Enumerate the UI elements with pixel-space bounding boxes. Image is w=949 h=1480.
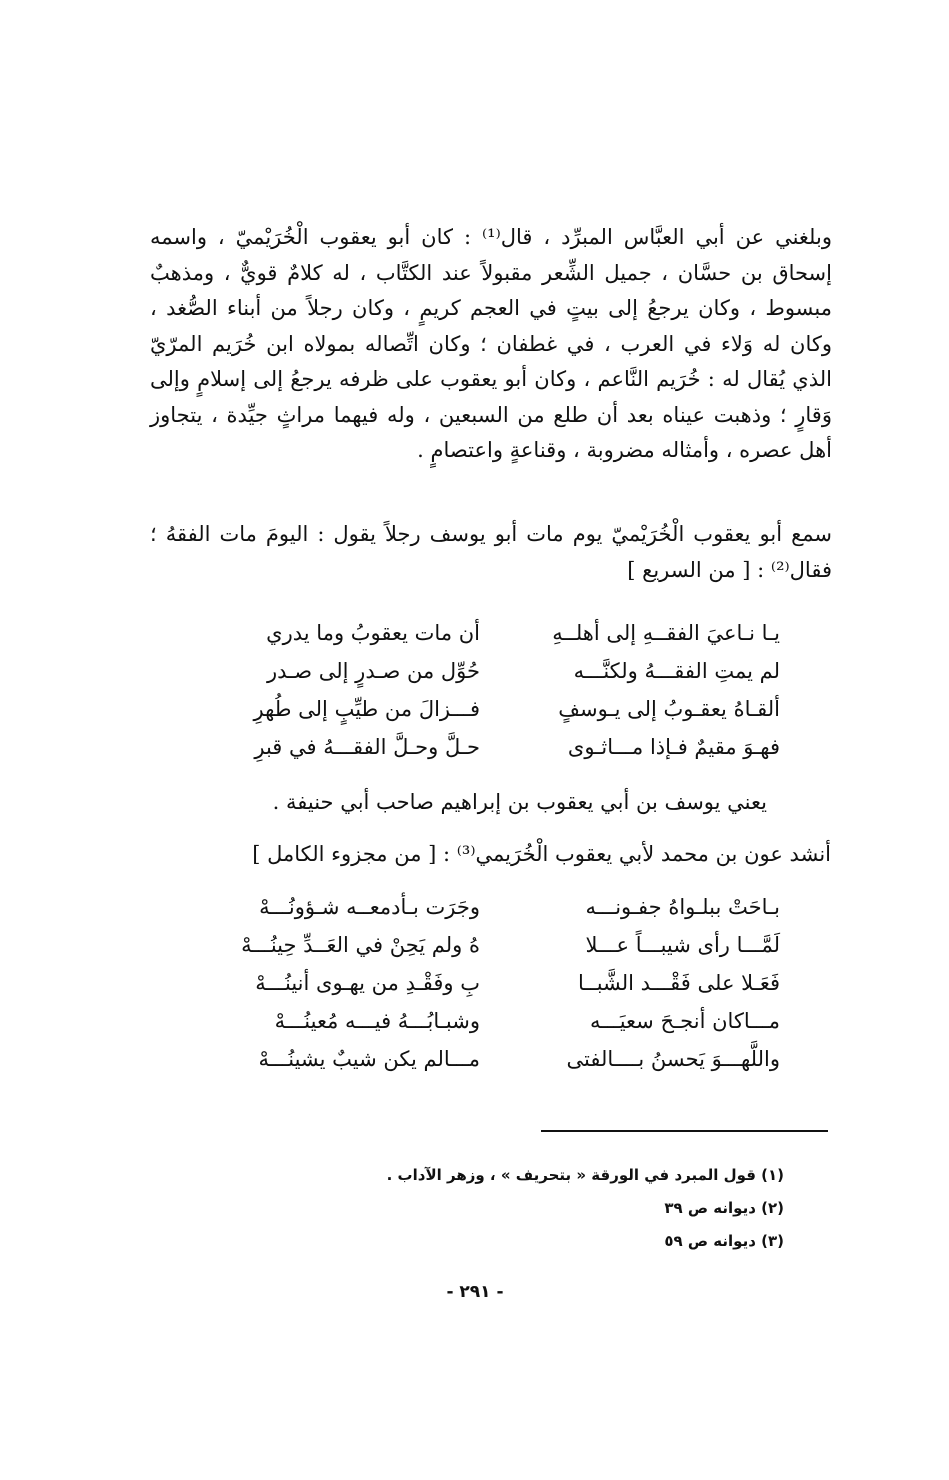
verse-row [240,614,780,652]
verse-second-hemistich: مـــالم يكن شيبٌ يشينُـــهْ [258,1047,480,1071]
poem-intro-line: أنشد عون بن محمد لأبي يعقوب الْخُرَيمي⁽³⁾ : [ من مجزوء الكامل ] [252,842,831,866]
verse-second-hemistich: حُوِّل من صـدرٍ إلى صـدر [266,659,480,683]
verse-second-hemistich: هُ ولم يَحِنْ في العَــدِّ حِينُـــهْ [241,933,480,957]
verse-row [240,926,780,964]
verse-second-hemistich: بِ وفَقْـدِ من يهـوى أنينُـــهْ [255,971,480,995]
verse-first-hemistich: بـاحَتْ ببلـواهُ جفـونـــه [585,895,780,919]
verse-first-hemistich: واللَّهـــوَ يَحسنُ بــــالفتى [566,1047,780,1071]
verse-first-hemistich: مـــاكان أنجـحَ سعيَـــه [590,1009,780,1033]
verse-second-hemistich: حـلَّ وحـلَّ الفقـــهُ في قبرِ [254,735,480,759]
verse-row [240,1002,780,1040]
footnote-divider [541,1130,828,1132]
verse-first-hemistich: فهـوَ مقيمٌ فـإذا مـــاثـوى [567,735,780,759]
verse-row [240,1040,780,1078]
verse-first-hemistich: يـا نـاعيَ الفقــهِ إلى أهلــهِ [552,621,780,645]
verse-row [240,690,780,728]
verse-second-hemistich: فـــزالَ من طيِّبٍ إلى طُهرِ [253,697,480,721]
verse-second-hemistich: وجَرَت بـأدمعــه شـؤونُـــهْ [259,895,480,919]
verse-first-hemistich: لم يمتِ الفقـــهُ ولكنَّـــه [573,659,780,683]
verse-row [240,652,780,690]
verse-row [240,888,780,926]
verse-first-hemistich: ألقـاهُ يعقـوبُ إلى يـوسفٍ [558,697,780,721]
note-line: يعني يوسف بن أبي يعقوب بن إبراهيم صاحب أبي حنيفة . [272,790,767,814]
verse-row [240,728,780,766]
verse-second-hemistich: وشبـابُـــهُ فيـــه مُعينُـــهْ [274,1009,480,1033]
verse-second-hemistich: أن مات يعقوبُ وما يدري [266,621,480,645]
verse-row [240,964,780,1002]
footnote-3: (٣) ديوانه ص ٥٩ [664,1232,784,1250]
verse-first-hemistich: لَمَّـــا رأى شيبـــاً عـــلا [585,933,780,957]
page-number: - ٢٩١ - [446,1282,504,1302]
footnote-1: (١) قول المبرد في الورقة « بتحريف » ، وزهر الآداب . [386,1166,784,1184]
verse-first-hemistich: فَعَـلا على فَقْـــد الشَّبــا [577,971,780,995]
paragraph-poem-intro: سمع أبو يعقوب الْخُرَيْميّ يوم مات أبو يوسف رجلاً يقول : اليومَ مات الفقهُ ؛ فقال⁽²⁾ : [ من السريع ] [150,522,832,582]
paragraph-biography: وبلغني عن أبي العبَّاس المبرِّد ، قال⁽¹⁾ : كان أبو يعقوب الْخُرَيْميّ ، واسمه إسحاق بن حسَّان ، جميل الشِّعر مقبولاً عند الكتَّاب ، له كلامٌ قويٌّ ، ومذهبٌ مبسوط ، وكان يرجعُ إلى بيتٍ في العجم كريمٍ ، وكان رجلاً من أبناء الصُّغد ، وكان له وَلاء في العرب ، في غطفان ؛ وكان اتِّصاله بمولاه ابن خُرَيم المرّيّ الذي يُقال له : خُرَيم النَّاعم ، وكان أبو يعقوب على ظرفه يرجعُ إلى إسلامٍ وإلى وَقارٍ ؛ وذهبت عيناه بعد أن طلع من السبعين ، وله فيهما مراثٍ جيِّدة ، يتجاوز أهل عصره ، وأمثاله مضروبة ، وقناعةٍ واعتصامٍ . [150,225,832,462]
footnote-2: (٢) ديوانه ص ٣٩ [664,1199,784,1217]
